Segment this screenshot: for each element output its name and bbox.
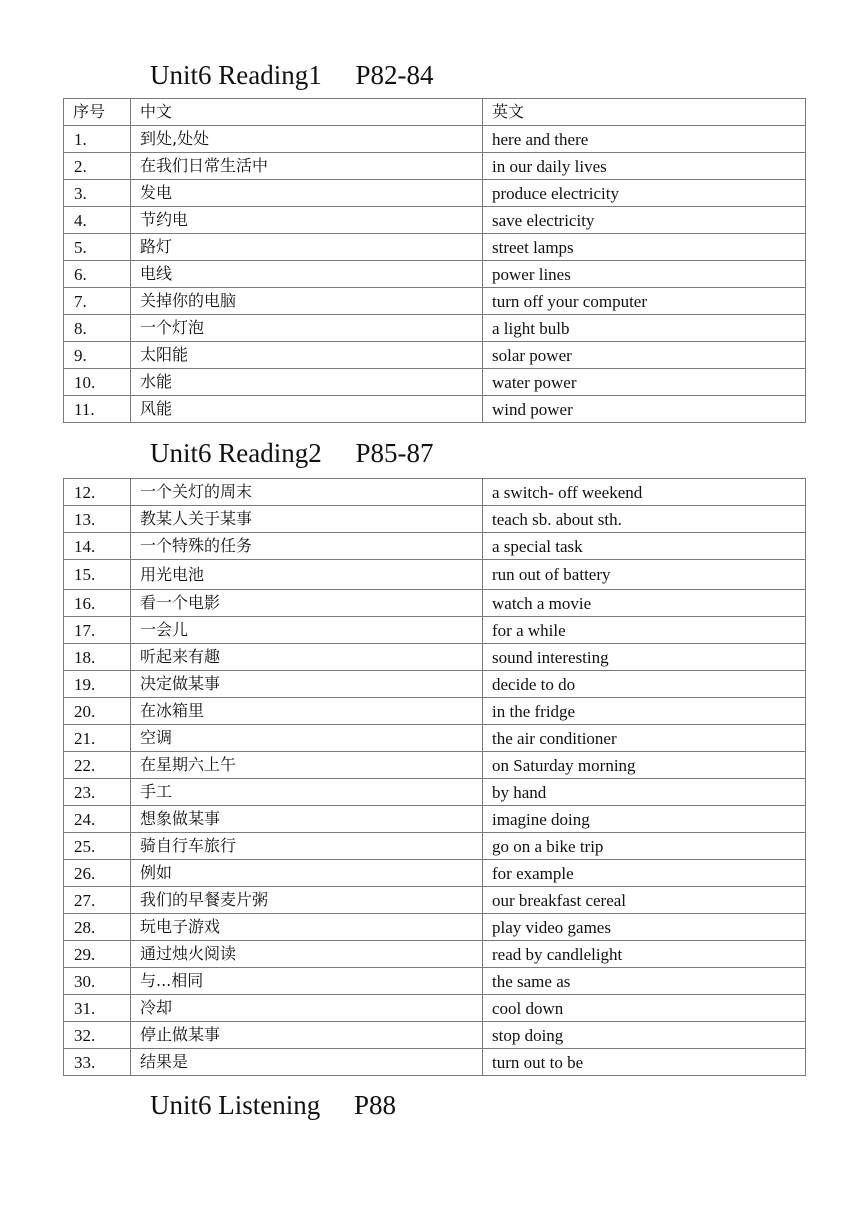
row-chinese: 听起来有趣 (131, 644, 483, 671)
row-chinese: 想象做某事 (131, 806, 483, 833)
table-row (64, 1022, 806, 1049)
row-english: wind power (483, 396, 806, 423)
header-english: 英文 (483, 99, 806, 126)
row-chinese: 一个关灯的周末 (131, 479, 483, 506)
row-english: power lines (483, 261, 806, 288)
table-row (64, 153, 806, 180)
table-row (64, 533, 806, 560)
vocab-table-reading2 (63, 478, 806, 1076)
section-title-reading2: Unit6 Reading2 P85-87 (150, 438, 434, 468)
row-chinese: 路灯 (131, 234, 483, 261)
row-number: 20. (64, 698, 131, 725)
table-row (64, 617, 806, 644)
section-title-reading1: Unit6 Reading1 P82-84 (150, 60, 434, 90)
row-number: 9. (64, 342, 131, 369)
table-row (64, 914, 806, 941)
row-chinese: 玩电子游戏 (131, 914, 483, 941)
row-number: 27. (64, 887, 131, 914)
row-english: for a while (483, 617, 806, 644)
row-number: 19. (64, 671, 131, 698)
row-english: on Saturday morning (483, 752, 806, 779)
table-row (64, 126, 806, 153)
table-row (64, 560, 806, 590)
row-number: 22. (64, 752, 131, 779)
row-chinese: 在星期六上午 (131, 752, 483, 779)
row-number: 18. (64, 644, 131, 671)
row-number: 1. (64, 126, 131, 153)
row-chinese: 我们的早餐麦片粥 (131, 887, 483, 914)
row-number: 32. (64, 1022, 131, 1049)
row-chinese: 电线 (131, 261, 483, 288)
row-chinese: 结果是 (131, 1049, 483, 1076)
row-chinese: 冷却 (131, 995, 483, 1022)
row-english: street lamps (483, 234, 806, 261)
row-english: a special task (483, 533, 806, 560)
row-number: 14. (64, 533, 131, 560)
row-english: produce electricity (483, 180, 806, 207)
table-row (64, 261, 806, 288)
row-english: turn out to be (483, 1049, 806, 1076)
section-title-listening: Unit6 Listening P88 (150, 1090, 397, 1120)
row-english: run out of battery (483, 560, 806, 590)
row-chinese: 一个灯泡 (131, 315, 483, 342)
row-chinese: 决定做某事 (131, 671, 483, 698)
row-number: 7. (64, 288, 131, 315)
row-english: teach sb. about sth. (483, 506, 806, 533)
table-row (64, 698, 806, 725)
row-english: water power (483, 369, 806, 396)
table-row (64, 779, 806, 806)
row-number: 31. (64, 995, 131, 1022)
row-chinese: 骑自行车旅行 (131, 833, 483, 860)
table-row (64, 860, 806, 887)
table-row (64, 590, 806, 617)
row-chinese: 一会儿 (131, 617, 483, 644)
table-row (64, 1049, 806, 1076)
row-english: go on a bike trip (483, 833, 806, 860)
row-english: play video games (483, 914, 806, 941)
row-number: 8. (64, 315, 131, 342)
row-english: our breakfast cereal (483, 887, 806, 914)
table-row (64, 315, 806, 342)
row-english: for example (483, 860, 806, 887)
table-row (64, 833, 806, 860)
row-english: cool down (483, 995, 806, 1022)
row-number: 3. (64, 180, 131, 207)
table-row (64, 644, 806, 671)
header-number: 序号 (64, 99, 131, 126)
row-english: watch a movie (483, 590, 806, 617)
row-english: solar power (483, 342, 806, 369)
table-row (64, 369, 806, 396)
row-number: 23. (64, 779, 131, 806)
row-number: 28. (64, 914, 131, 941)
row-english: in the fridge (483, 698, 806, 725)
row-english: decide to do (483, 671, 806, 698)
row-number: 4. (64, 207, 131, 234)
row-english: here and there (483, 126, 806, 153)
row-english: a light bulb (483, 315, 806, 342)
row-chinese: 用光电池 (131, 560, 483, 590)
row-chinese: 水能 (131, 369, 483, 396)
table-row (64, 479, 806, 506)
table-header-row (64, 99, 806, 126)
row-number: 15. (64, 560, 131, 590)
row-chinese: 在我们日常生活中 (131, 153, 483, 180)
row-number: 10. (64, 369, 131, 396)
row-number: 30. (64, 968, 131, 995)
table-row (64, 234, 806, 261)
table-row (64, 288, 806, 315)
row-number: 21. (64, 725, 131, 752)
row-english: sound interesting (483, 644, 806, 671)
row-chinese: 一个特殊的任务 (131, 533, 483, 560)
table-row (64, 180, 806, 207)
row-chinese: 手工 (131, 779, 483, 806)
vocab-table-reading1 (63, 98, 806, 423)
table-row (64, 995, 806, 1022)
row-number: 5. (64, 234, 131, 261)
row-english: by hand (483, 779, 806, 806)
table-row (64, 207, 806, 234)
row-chinese: 例如 (131, 860, 483, 887)
row-number: 6. (64, 261, 131, 288)
row-number: 17. (64, 617, 131, 644)
row-number: 11. (64, 396, 131, 423)
row-chinese: 太阳能 (131, 342, 483, 369)
row-number: 25. (64, 833, 131, 860)
table-row (64, 396, 806, 423)
table-row (64, 342, 806, 369)
row-chinese: 看一个电影 (131, 590, 483, 617)
row-chinese: 在冰箱里 (131, 698, 483, 725)
row-english: a switch- off weekend (483, 479, 806, 506)
table-row (64, 887, 806, 914)
row-english: the air conditioner (483, 725, 806, 752)
row-english: stop doing (483, 1022, 806, 1049)
row-number: 13. (64, 506, 131, 533)
header-chinese: 中文 (131, 99, 483, 126)
table-row (64, 752, 806, 779)
row-number: 29. (64, 941, 131, 968)
table-row (64, 941, 806, 968)
row-chinese: 到处,处处 (131, 126, 483, 153)
row-number: 16. (64, 590, 131, 617)
row-english: imagine doing (483, 806, 806, 833)
row-chinese: 关掉你的电脑 (131, 288, 483, 315)
row-chinese: 与...相同 (131, 968, 483, 995)
row-english: turn off your computer (483, 288, 806, 315)
row-chinese: 停止做某事 (131, 1022, 483, 1049)
table-row (64, 671, 806, 698)
row-english: save electricity (483, 207, 806, 234)
row-chinese: 发电 (131, 180, 483, 207)
row-english: read by candlelight (483, 941, 806, 968)
row-chinese: 教某人关于某事 (131, 506, 483, 533)
row-english: in our daily lives (483, 153, 806, 180)
row-number: 12. (64, 479, 131, 506)
row-chinese: 通过烛火阅读 (131, 941, 483, 968)
row-number: 33. (64, 1049, 131, 1076)
row-english: the same as (483, 968, 806, 995)
table-row (64, 806, 806, 833)
row-chinese: 节约电 (131, 207, 483, 234)
table-row (64, 725, 806, 752)
row-number: 2. (64, 153, 131, 180)
row-number: 24. (64, 806, 131, 833)
row-number: 26. (64, 860, 131, 887)
row-chinese: 空调 (131, 725, 483, 752)
table-row (64, 506, 806, 533)
row-chinese: 风能 (131, 396, 483, 423)
table-row (64, 968, 806, 995)
